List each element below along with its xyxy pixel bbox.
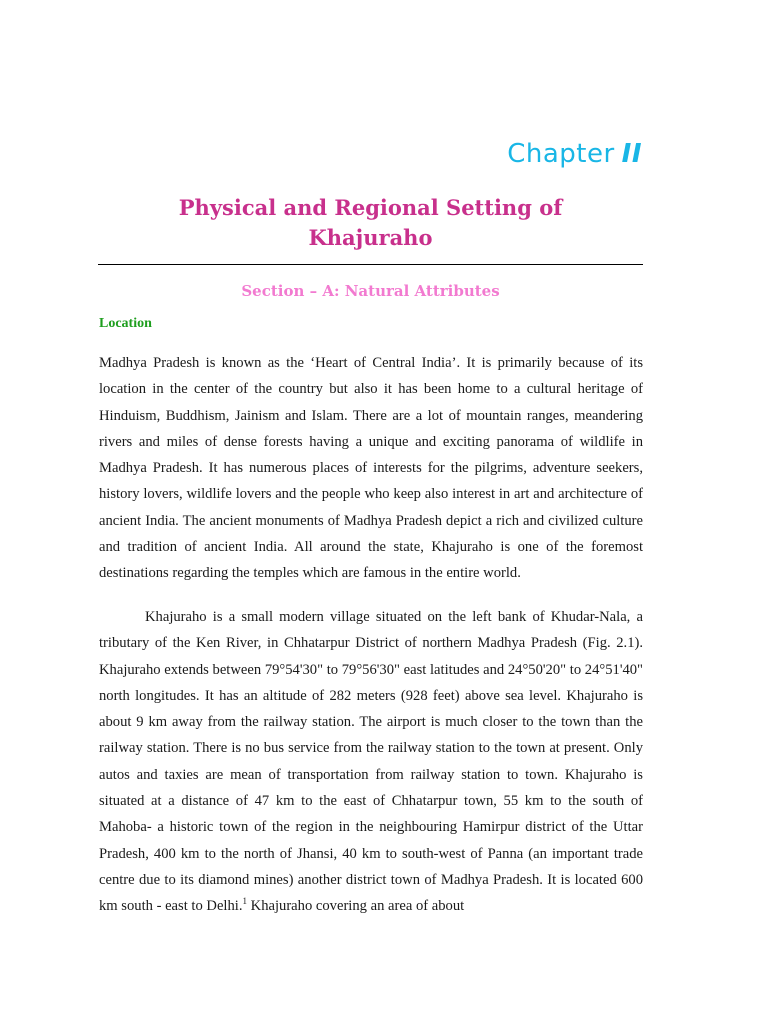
paragraph-1: Madhya Pradesh is known as the ‘Heart of Central India’. It is primarily because of its location in the center of the country but also it has been home to a cultural heritage of Hinduism, Buddhism, Jainism and Islam. There are a lot of mountain ranges, meandering rivers and miles of dense forests having a unique and exciting panorama of wildlife in Madhya Pradesh. It has numerous places of interests for the pilgrims, adventure seekers, history lovers, wildlife lovers and the people who keep also interest in art and architecture of ancient India. The ancient monuments of Madhya Pradesh depict a rich and civilized culture and tradition of ancient India. All around the state, Khajuraho is one of the foremost destinations regarding the temples which are famous in the entire world. xyxy=(99,355,643,582)
title-line-1: Physical and Regional Setting of xyxy=(178,195,563,220)
title-divider xyxy=(98,264,643,265)
chapter-number: II xyxy=(621,139,642,169)
page-title xyxy=(98,193,643,253)
footnote-marker: 1 xyxy=(242,896,247,907)
paragraph-2-text: Khajuraho is a small modern village situated on the left bank of Khudar-Nala, a tributary of the Ken River, in Chhatarpur District of northern Madhya Pradesh (Fig. 2.1). Khajuraho extends between 79°54'30" to 79°56'30" east latitudes and 24°50'20" to 24°51'40" north longitudes. It has an altitude of 282 meters (928 feet) above sea level. Khajuraho is about 9 km away from the railway station. The airport is much closer to the town than the railway station. There is no bus service from the railway station to the town at present. Only autos and taxies are mean of transportation from railway station to town. Khajuraho is situated at a distance of 47 km to the east of Chhatarpur town, 55 km to the south of Mahoba- a historic town of the region in the neighbouring Hamirpur district of the Uttar Pradesh, 400 km to the north of Jhansi, 40 km to south-west of Panna (an important trade centre due to its diamond mines) another district town of Madhya Pradesh. It is located 600 km south - east to Delhi. xyxy=(99,609,643,915)
chapter-heading xyxy=(507,139,642,169)
paragraph-2 xyxy=(99,604,643,920)
section-heading: Section – A: Natural Attributes xyxy=(241,282,500,300)
subheading-location: Location xyxy=(99,316,152,331)
title-line-2: Khajuraho xyxy=(308,225,433,250)
chapter-label: Chapter xyxy=(507,139,615,169)
paragraph-2-tail: Khajuraho covering an area of about xyxy=(247,898,465,915)
